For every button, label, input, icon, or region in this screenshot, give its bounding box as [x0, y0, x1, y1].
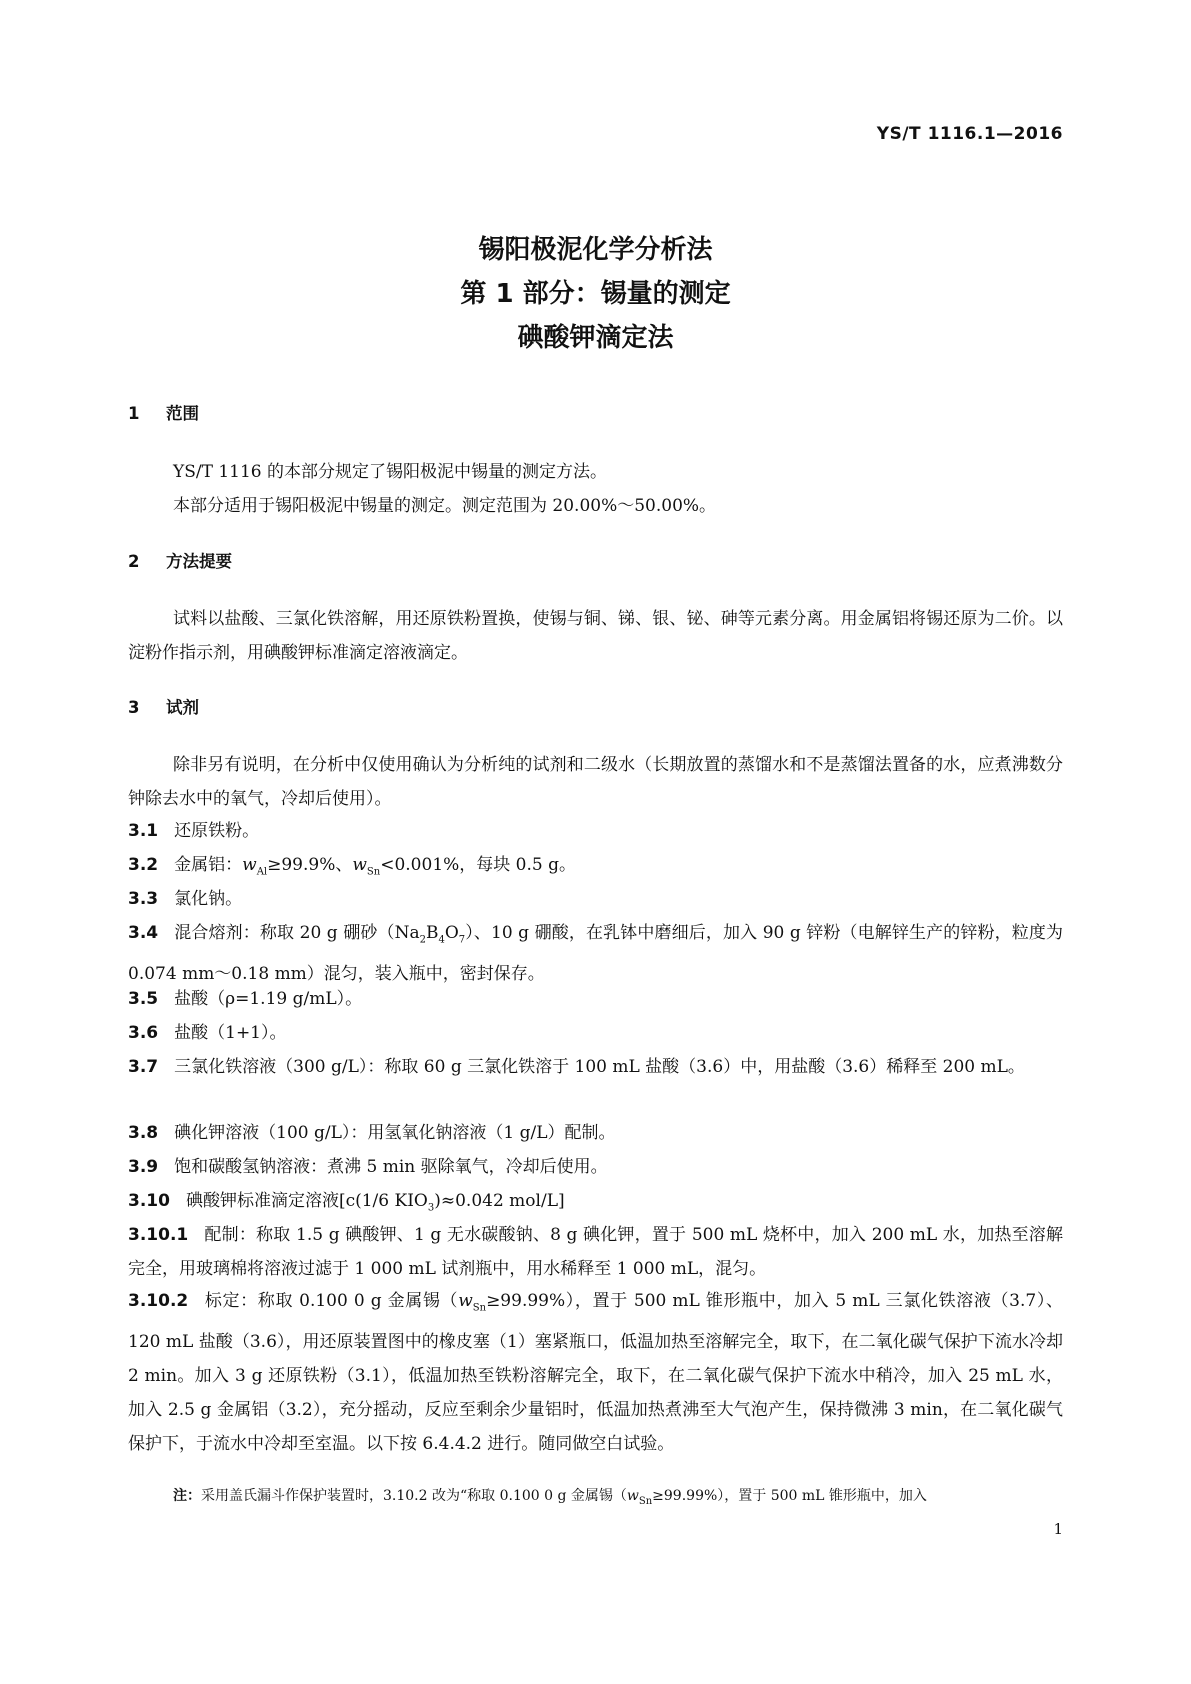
title-line-2: 第 1 部分：锡量的测定	[460, 279, 731, 309]
section-title: 范围	[166, 404, 199, 423]
item-text: )≈0.042 mol/L]	[434, 1191, 565, 1211]
item-number: 3.10	[128, 1191, 170, 1211]
section-title: 试剂	[166, 698, 199, 717]
item-text: 金属铝：	[174, 855, 243, 875]
title-line-3: 碘酸钾滴定法	[517, 323, 674, 353]
reagent-item	[128, 982, 1063, 1016]
reagent-item	[128, 1016, 1063, 1050]
symbol: w	[458, 1291, 473, 1311]
item-number: 3.1	[128, 821, 159, 841]
paragraph: YS/T 1116 的本部分规定了锡阳极泥中锡量的测定方法。	[173, 462, 608, 482]
subscript: Sn	[366, 866, 381, 878]
subscript: 4	[438, 934, 445, 946]
reagent-item	[128, 1218, 1063, 1286]
item-text: 配制：称取 1.5 g 碘酸钾、1 g 无水碳酸钠、8 g 碘化钾，置于 500 mL 烧杯中，加入 200 mL 水，加热至溶解完全，用玻璃棉将溶液过滤于 1 000 mL 试剂瓶中，用水稀释至 1 000 mL，混匀。	[128, 1225, 1063, 1279]
item-number: 3.10.1	[128, 1225, 189, 1245]
section-heading-method	[128, 548, 232, 572]
item-text: 碘酸钾标准滴定溶液[c(1/6 KIO	[185, 1191, 428, 1211]
item-text: 氯化钠。	[174, 889, 243, 909]
item-text: 盐酸（1+1）。	[174, 1023, 287, 1043]
item-text: ≥99.9%、	[267, 855, 353, 875]
note-text: 采用盖氏漏斗作保护装置时，3.10.2 改为“称取 0.100 0 g 金属锡（	[201, 1488, 627, 1504]
note-label: 注：	[173, 1488, 201, 1504]
reagent-item	[128, 814, 1063, 848]
item-text: 还原铁粉。	[174, 821, 260, 841]
item-number: 3.3	[128, 889, 159, 909]
note-text: ≥99.99%），置于 500 mL 锥形瓶中，加入	[652, 1488, 927, 1504]
subscript: Sn	[472, 1302, 487, 1314]
reagent-item	[128, 1116, 1063, 1150]
reagent-item	[128, 882, 1063, 916]
item-text: O	[444, 923, 459, 943]
symbol: w	[242, 855, 257, 875]
title-line-1: 锡阳极泥化学分析法	[478, 235, 713, 265]
subscript: 3	[427, 1202, 435, 1214]
item-text: 混合熔剂：称取 20 g 硼砂（Na	[174, 923, 420, 943]
section-title: 方法提要	[166, 552, 232, 571]
subscript: 2	[419, 934, 426, 946]
reagent-item	[128, 1150, 1063, 1184]
item-number: 3.7	[128, 1057, 159, 1077]
item-number: 3.6	[128, 1023, 159, 1043]
section-heading-reagents	[128, 694, 199, 718]
item-text: B	[425, 923, 439, 943]
section-number: 2	[128, 552, 140, 571]
document-code: YS/T 1116.1—2016	[876, 124, 1063, 144]
item-text: ≥99.99%），置于 500 mL 锥形瓶中，加入 5 mL 三氯化铁溶液（3.7）、120 mL 盐酸（3.6），用还原装置图中的橡皮塞（1）塞紧瓶口，低温加热至溶解完全，取下，在二氧化碳气保护下流水冷却 2 min。加入 3 g 还原铁粉（3.1），低温加热至铁粉溶解完全，取下，在二氧化碳气保护下流水中稍冷，加入 25 mL 水，加入 2.5 g 金属铝（3.2），充分摇动，反应至剩余少量铝时，低温加热煮沸至大气泡产生，保持微沸 3 min，在二氧化碳气保护下，于流水中冷却至室温。以下按 6.4.4.2 进行。随同做空白试验。	[128, 1291, 1063, 1455]
item-text: 饱和碳酸氢钠溶液：煮沸 5 min 驱除氧气，冷却后使用。	[174, 1157, 608, 1177]
reagent-item	[128, 916, 1063, 991]
item-text: 标定：称取 0.100 0 g 金属锡（	[204, 1291, 459, 1311]
page-number: 1	[1053, 1520, 1063, 1538]
section-heading-scope	[128, 400, 199, 424]
subscript: Al	[256, 866, 268, 878]
paragraph: 本部分适用于锡阳极泥中锡量的测定。测定范围为 20.00%～50.00%。	[173, 496, 717, 516]
item-text: 盐酸（ρ=1.19 g/mL）。	[174, 989, 363, 1009]
item-number: 3.4	[128, 923, 159, 943]
paragraph: 除非另有说明，在分析中仅使用确认为分析纯的试剂和二级水（长期放置的蒸馏水和不是蒸馏法置备的水，应煮沸数分钟除去水中的氧气，冷却后使用）。	[128, 755, 1063, 809]
symbol: w	[626, 1488, 639, 1504]
item-text: <0.001%，每块 0.5 g。	[380, 855, 577, 875]
section-number: 3	[128, 698, 140, 717]
item-text: ）、10 g 硼酸，在乳钵中磨细后，加入 90 g 锌粉（电解锌生产的锌粉，粒度为 0.074 mm～0.18 mm）混匀，装入瓶中，密封保存。	[128, 923, 1063, 985]
document-title	[0, 228, 1191, 360]
paragraph: 试料以盐酸、三氯化铁溶解，用还原铁粉置换，使锡与铜、锑、银、铋、砷等元素分离。用金属铝将锡还原为二价。以淀粉作指示剂，用碘酸钾标准滴定溶液滴定。	[128, 609, 1063, 663]
symbol: w	[352, 855, 367, 875]
reagent-item	[128, 1050, 1063, 1084]
item-number: 3.5	[128, 989, 159, 1009]
subscript: 7	[458, 934, 466, 946]
section-number: 1	[128, 404, 140, 423]
item-text: 三氯化铁溶液（300 g/L）：称取 60 g 三氯化铁溶于 100 mL 盐酸（3.6）中，用盐酸（3.6）稀释至 200 mL。	[174, 1057, 1025, 1077]
item-number: 3.2	[128, 855, 159, 875]
item-number: 3.8	[128, 1123, 159, 1143]
note	[173, 1484, 1063, 1514]
reagent-item	[128, 1284, 1063, 1461]
item-text: 碘化钾溶液（100 g/L）：用氢氧化钠溶液（1 g/L）配制。	[174, 1123, 616, 1143]
subscript: Sn	[638, 1495, 653, 1507]
item-number: 3.10.2	[128, 1291, 189, 1311]
item-number: 3.9	[128, 1157, 159, 1177]
